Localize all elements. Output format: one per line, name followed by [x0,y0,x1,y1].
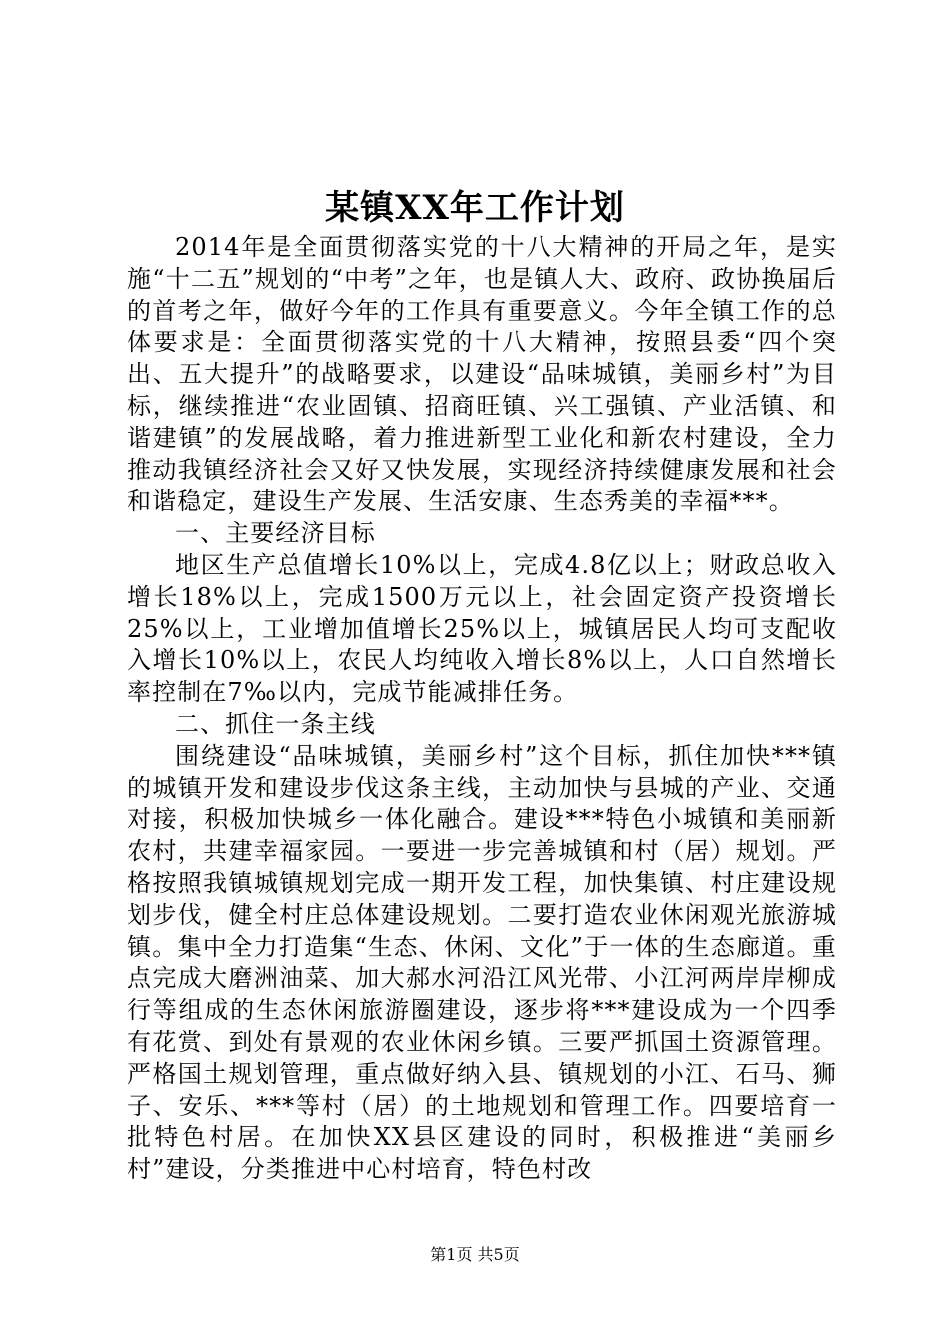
document-title: 某镇XX年工作计划 [325,188,625,228]
economic-targets-paragraph: 地区生产总值增长10%以上，完成4.8亿以上；财政总收入增长18%以上，完成1500万元以上，社会固定资产投资增长25%以上，工业增加值增长25%以上，城镇居民人均可支配收入增长10%以上，农民人均纯收入增长8%以上，人口自然增长率控制在7‰以内，完成节能减排任务。 [127,550,837,707]
document-body [127,232,837,1186]
page-footer: 第1页 共5页 [430,1245,520,1264]
section-heading-economic-targets: 一、主要经济目标 [175,519,376,548]
intro-paragraph: 2014年是全面贯彻落实党的十八大精神的开局之年，是实施“十二五”规划的“中考”之年，也是镇人大、政府、政协换届后的首考之年，做好今年的工作具有重要意义。今年全镇工作的总体要求是：全面贯彻落实党的十八大精神，按照县委“四个突出、五大提升”的战略要求，以建设“品味城镇，美丽乡村”为目标，继续推进“农业固镇、招商旺镇、兴工强镇、产业活镇、和谐建镇”的发展战略，着力推进新型工业化和新农村建设，全力推动我镇经济社会又好又快发展，实现经济持续健康发展和社会和谐稳定，建设生产发展、生活安康、生态秀美的幸福***。 [127,233,837,516]
section-heading-main-line: 二、抓住一条主线 [175,709,376,738]
main-line-paragraph: 围绕建设“品味城镇，美丽乡村”这个目标，抓住加快***镇的城镇开发和建设步伐这条主线，主动加快与县城的产业、交通对接，积极加快城乡一体化融合。建设***特色小城镇和美丽新农村，共建幸福家园。一要进一步完善城镇和村（居）规划。严格按照我镇城镇规划完成一期开发工程，加快集镇、村庄建设规划步伐，健全村庄总体建设规划。二要打造农业休闲观光旅游城镇。集中全力打造集“生态、休闲、文化”于一体的生态廊道。重点完成大磨洲油菜、加大郝水河沿江风光带、小江河两岸岸柳成行等组成的生态休闲旅游圈建设，逐步将***建设成为一个四季有花赏、到处有景观的农业休闲乡镇。三要严抓国土资源管理。严格国土规划管理，重点做好纳入县、镇规划的小江、石马、狮子、安乐、***等村（居）的土地规划和管理工作。四要培育一批特色村居。在加快XX县区建设的同时，积极推进“美丽乡村”建设，分类推进中心村培育，特色村改 [127,741,837,1184]
